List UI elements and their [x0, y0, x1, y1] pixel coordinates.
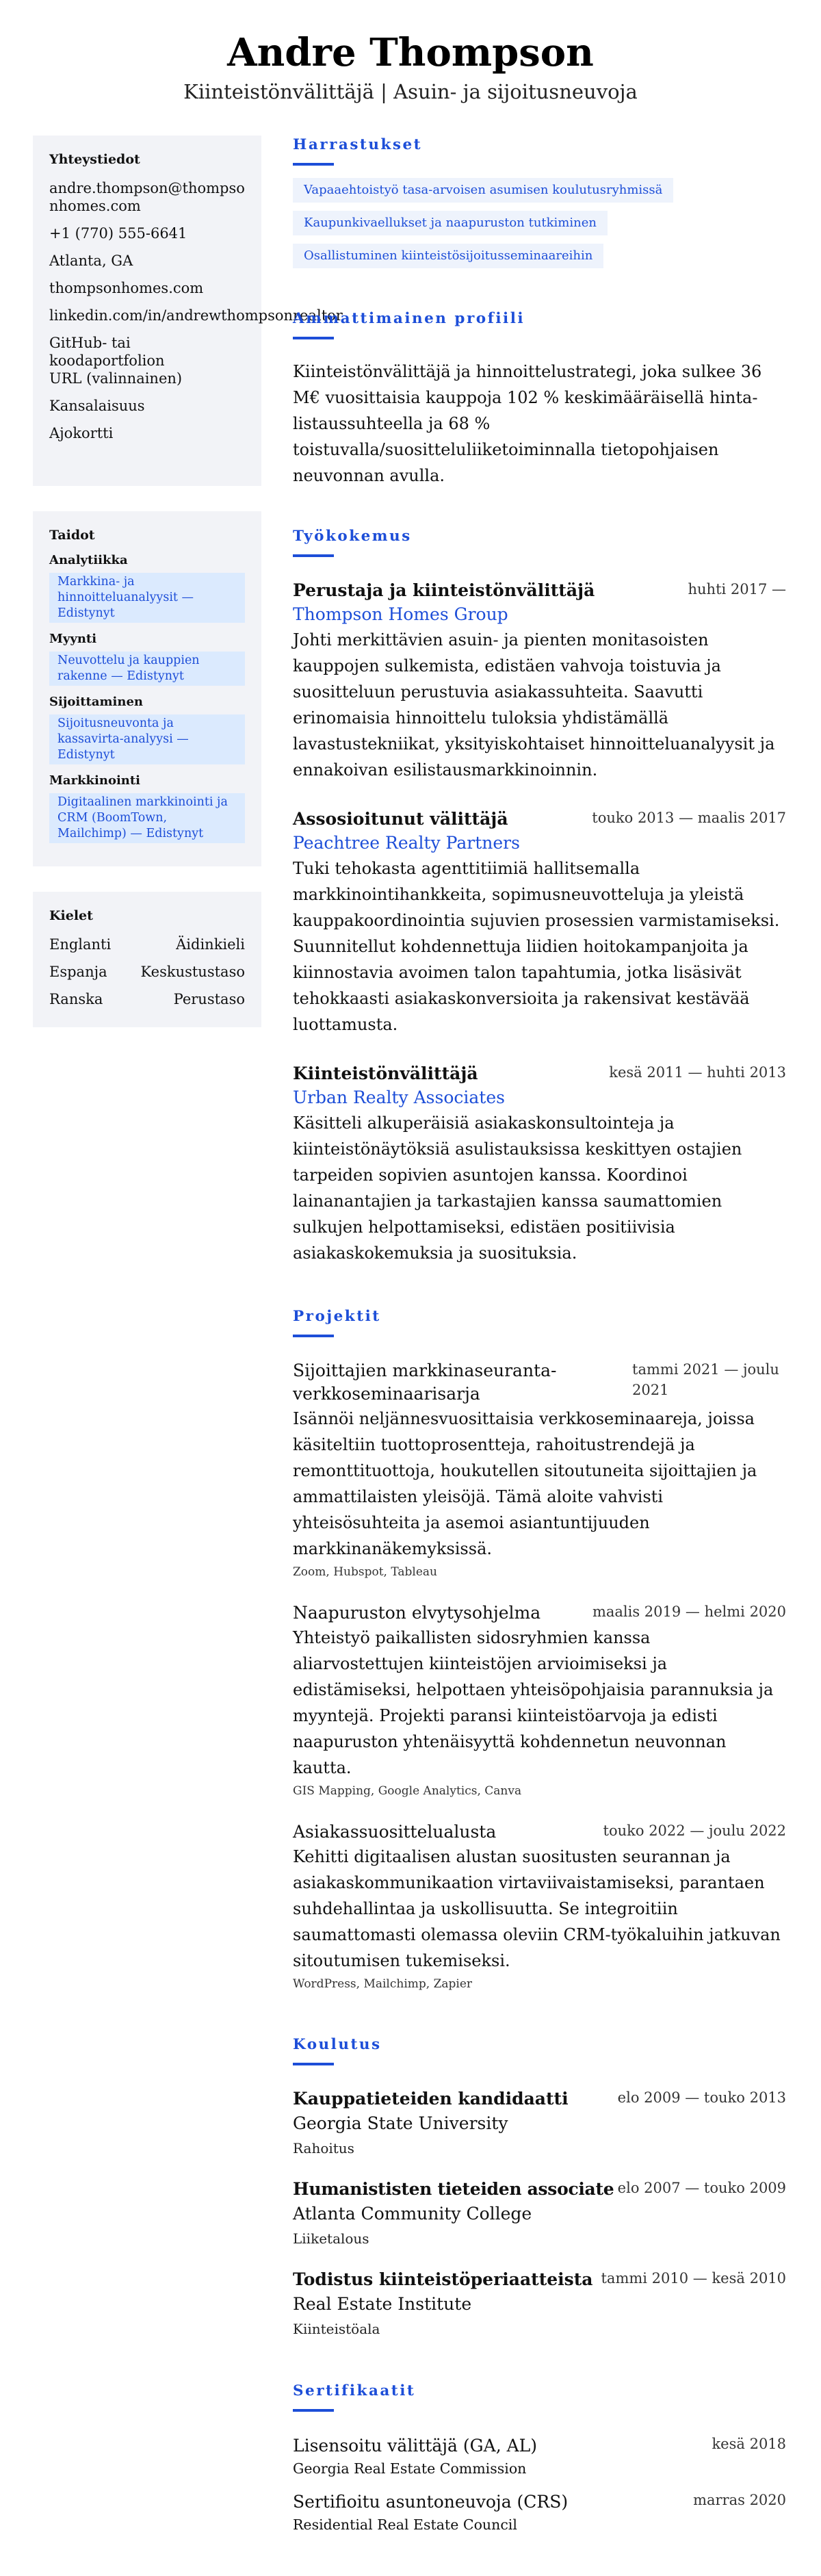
- school-name: Real Estate Institute: [293, 2294, 472, 2314]
- job-company: Peachtree Realty Partners: [293, 833, 520, 853]
- contact-license: Ajokortti: [49, 425, 114, 441]
- job-company: Urban Realty Associates: [293, 1087, 505, 1107]
- project-date: tammi 2021 — joulu 2021: [632, 1361, 779, 1398]
- language-row: [49, 990, 245, 1008]
- job-company: Thompson Homes Group: [293, 604, 508, 624]
- section-underline: [293, 2063, 334, 2065]
- education-date: elo 2009 — touko 2013: [617, 2089, 787, 2106]
- education-date: tammi 2010 — kesä 2010: [601, 2270, 787, 2287]
- project-description: Kehitti digitaalisen alustan suositusten seurannan ja asiakaskommunikaation virtaviivaistamiseksi, parantaen suhdehallintaa ja uskollisuutta. Se integroitiin saumattomasti olemassa oleviin CRM-työkaluihin jatkuvan sitoutumisen tukemiseksi.: [293, 1847, 781, 1970]
- skill-chip: Sijoitusneuvonta ja kassavirta-analyysi — Edistynyt: [49, 714, 245, 764]
- section-title: Ammattimainen profiili: [293, 310, 525, 327]
- certificate-entry: [293, 2490, 786, 2535]
- skill-chip: Markkina- ja hinnoitteluanalyysit — Edistynyt: [49, 573, 245, 623]
- candidate-name: Andre Thompson: [227, 30, 594, 75]
- project-tech: WordPress, Mailchimp, Zapier: [293, 1977, 473, 1991]
- school-name: Georgia State University: [293, 2113, 508, 2133]
- project-description: Isännöi neljännesvuosittaisia verkkoseminaareja, joissa käsiteltiin tuottoprosentteja, rahoitustrendejä ja remonttituottoja, houkutellen sitoutuneita sijoittajien ja ammattilaisten yleisöjä. Tämä aloite vahvisti yhteisösuhteita ja asemoi asiantuntijuuden markkinanäkemyksissä.: [293, 1409, 757, 1558]
- projects-section: [293, 1307, 786, 1994]
- project-tech: GIS Mapping, Google Analytics, Canva: [293, 1784, 522, 1798]
- certificate-entry: [293, 2434, 786, 2479]
- contact-linkedin[interactable]: linkedin.com/in/andrewthompsonrealtor: [49, 307, 343, 324]
- job-entry: [293, 1062, 786, 1266]
- hobby-chip: Osallistuminen kiinteistösijoitusseminaareihin: [293, 244, 603, 268]
- section-underline: [293, 2409, 334, 2412]
- contact-citizenship: Kansalaisuus: [49, 398, 145, 414]
- skill-category: Sijoittaminen: [49, 695, 143, 709]
- skill-category: Analytiikka: [49, 553, 128, 567]
- skills-box: [33, 511, 261, 866]
- language-level: Perustaso: [173, 991, 245, 1007]
- study-field: Liiketalous: [293, 2230, 369, 2247]
- section-title: Sertifikaatit: [293, 2382, 416, 2399]
- language-name: Espanja: [49, 964, 107, 980]
- hobby-chip: Kaupunkivaellukset ja naapuruston tutkiminen: [293, 211, 608, 235]
- language-row: [49, 936, 245, 953]
- job-date: kesä 2011 — huhti 2013: [609, 1064, 787, 1081]
- job-date: huhti 2017 —: [688, 581, 787, 597]
- school-name: Atlanta Community College: [293, 2204, 532, 2224]
- education-entry: [293, 2268, 786, 2341]
- section-title: Harrastukset: [293, 136, 423, 153]
- skill-chip: Digitaalinen markkinointi ja CRM (BoomTown, Mailchimp) — Edistynyt: [49, 793, 245, 843]
- job-description: Tuki tehokasta agenttitiimiä hallitsemalla markkinointihankkeita, sopimusneuvotteluja ja yleistä kauppakoordinointia sujuvien prosessien varmistamiseksi. Suunnitellut kohdennettuja liidien hoitokampanjoita ja kiinnostavia avoimen talon tapahtumia, jotka lisäsivät tehokkaasti asiakaskonversioita ja rakensivat kestävää luottamusta.: [293, 859, 780, 1034]
- project-date: maalis 2019 — helmi 2020: [592, 1603, 787, 1620]
- main-content: [293, 136, 786, 2576]
- degree-title: Kauppatieteiden kandidaatti: [293, 2089, 569, 2109]
- languages-box: [33, 892, 261, 1027]
- job-entry: [293, 579, 786, 783]
- project-entry: [293, 1359, 786, 1582]
- section-underline: [293, 163, 334, 166]
- education-entry: [293, 2087, 786, 2160]
- resume-header: [0, 0, 821, 105]
- contact-location: Atlanta, GA: [49, 253, 133, 269]
- study-field: Rahoitus: [293, 2140, 354, 2156]
- section-underline: [293, 554, 334, 557]
- contact-github: GitHub- tai koodaportfolion URL (valinnainen): [49, 335, 183, 387]
- section-underline: [293, 337, 334, 339]
- certificate-name: Sertifioitu asuntoneuvoja (CRS): [293, 2492, 569, 2512]
- job-date: touko 2013 — maalis 2017: [592, 810, 787, 826]
- contact-phone: +1 (770) 555-6641: [49, 225, 187, 242]
- skills-title: Taidot: [49, 528, 95, 543]
- profile-section: [293, 309, 786, 489]
- section-title: Työkokemus: [293, 528, 412, 545]
- language-name: Ranska: [49, 991, 103, 1007]
- language-name: Englanti: [49, 936, 112, 953]
- project-description: Yhteistyö paikallisten sidosryhmien kanssa aliarvostettujen kiinteistöjen arvioimiseksi ja edistämiseksi, helpottaen yhteisöpohjaisia parannuksia ja myyntejä. Projekti paransi kiinteistöarvoja ja edisti naapuruston yhtenäisyyttä kohdennetun neuvonnan kautta.: [293, 1628, 774, 1777]
- job-description: Käsitteli alkuperäisiä asiakaskonsultointeja ja kiinteistönäytöksiä asulistauksissa keskittyen ostajien tarpeiden sopivien asuntojen kanssa. Koordinoi lainanantajien ja tarkastajien kanssa saumattomien sulkujen helpottamiseksi, edistäen positiivisia asiakaskokemuksia ja suosituksia.: [293, 1113, 742, 1263]
- section-title: Koulutus: [293, 2036, 382, 2053]
- skill-category: Markkinointi: [49, 773, 141, 788]
- contact-website[interactable]: thompsonhomes.com: [49, 280, 204, 296]
- skill-chip: Neuvottelu ja kauppien rakenne — Edistynyt: [49, 652, 245, 686]
- project-entry: [293, 1601, 786, 1801]
- education-section: [293, 2035, 786, 2341]
- contact-box: [33, 136, 343, 486]
- education-date: elo 2007 — touko 2009: [617, 2180, 787, 2196]
- certificate-name: Lisensoitu välittäjä (GA, AL): [293, 2436, 537, 2456]
- contact-email[interactable]: andre.thompson@thompsonhomes.com: [49, 180, 245, 214]
- certificate-issuer: Georgia Real Estate Commission: [293, 2460, 527, 2477]
- certificate-date: kesä 2018: [712, 2436, 787, 2452]
- experience-section: [293, 527, 786, 1266]
- job-title: Perustaja ja kiinteistönvälittäjä: [293, 580, 595, 600]
- job-title: Assosioitunut välittäjä: [293, 809, 508, 829]
- hobbies-section: [293, 136, 786, 276]
- profile-text: Kiinteistönvälittäjä ja hinnoittelustrategi, joka sulkee 36 M€ vuosittaisia kauppoja 102 % keskimääräisellä hinta-listaussuhteella ja 68 % toistuvalla/suositteluliiketoiminnalla tietopohjaisen neuvonnan avulla.: [293, 362, 762, 485]
- language-row: [49, 963, 245, 981]
- certificates-section: [293, 2382, 786, 2535]
- degree-title: Humanististen tieteiden associate: [293, 2179, 614, 2199]
- job-title: Kiinteistönvälittäjä: [293, 1064, 478, 1083]
- project-date: touko 2022 — joulu 2022: [603, 1822, 787, 1839]
- certificate-date: marras 2020: [693, 2492, 787, 2508]
- section-title: Projektit: [293, 1308, 381, 1325]
- project-entry: [293, 1820, 786, 1994]
- job-description: Johti merkittävien asuin- ja pienten monitasoisten kauppojen sulkemista, edistäen vahvoja toistuvia ja suositteluun perustuvia asiakassuhteita. Saavutti erinomaisia hinnoittelu tuloksia yhdistämällä lavastustekniikat, yksityiskohtaiset hinnoitteluanalyysit ja ennakoivan esilistausmarkkinoinnin.: [293, 630, 775, 780]
- hobby-chip: Vapaaehtoistyö tasa-arvoisen asumisen koulutusryhmissä: [293, 178, 673, 203]
- language-level: Äidinkieli: [176, 936, 245, 953]
- candidate-subtitle: Kiinteistönvälittäjä | Asuin- ja sijoitusneuvoja: [183, 80, 638, 103]
- contact-title: Yhteystiedot: [49, 152, 140, 167]
- section-underline: [293, 1335, 334, 1337]
- language-level: Keskustustaso: [140, 964, 245, 980]
- project-title: Naapuruston elvytysohjelma: [293, 1603, 541, 1623]
- project-title: Asiakassuosittelualusta: [293, 1822, 497, 1842]
- project-title: Sijoittajien markkinaseuranta-verkkoseminaarisarja: [293, 1361, 557, 1404]
- study-field: Kiinteistöala: [293, 2321, 380, 2337]
- job-entry: [293, 808, 786, 1038]
- certificate-issuer: Residential Real Estate Council: [293, 2516, 517, 2533]
- skill-category: Myynti: [49, 632, 97, 646]
- project-tech: Zoom, Hubspot, Tableau: [293, 1565, 437, 1579]
- degree-title: Todistus kiinteistöperiaatteista: [293, 2269, 593, 2289]
- education-entry: [293, 2178, 786, 2250]
- languages-title: Kielet: [49, 908, 93, 923]
